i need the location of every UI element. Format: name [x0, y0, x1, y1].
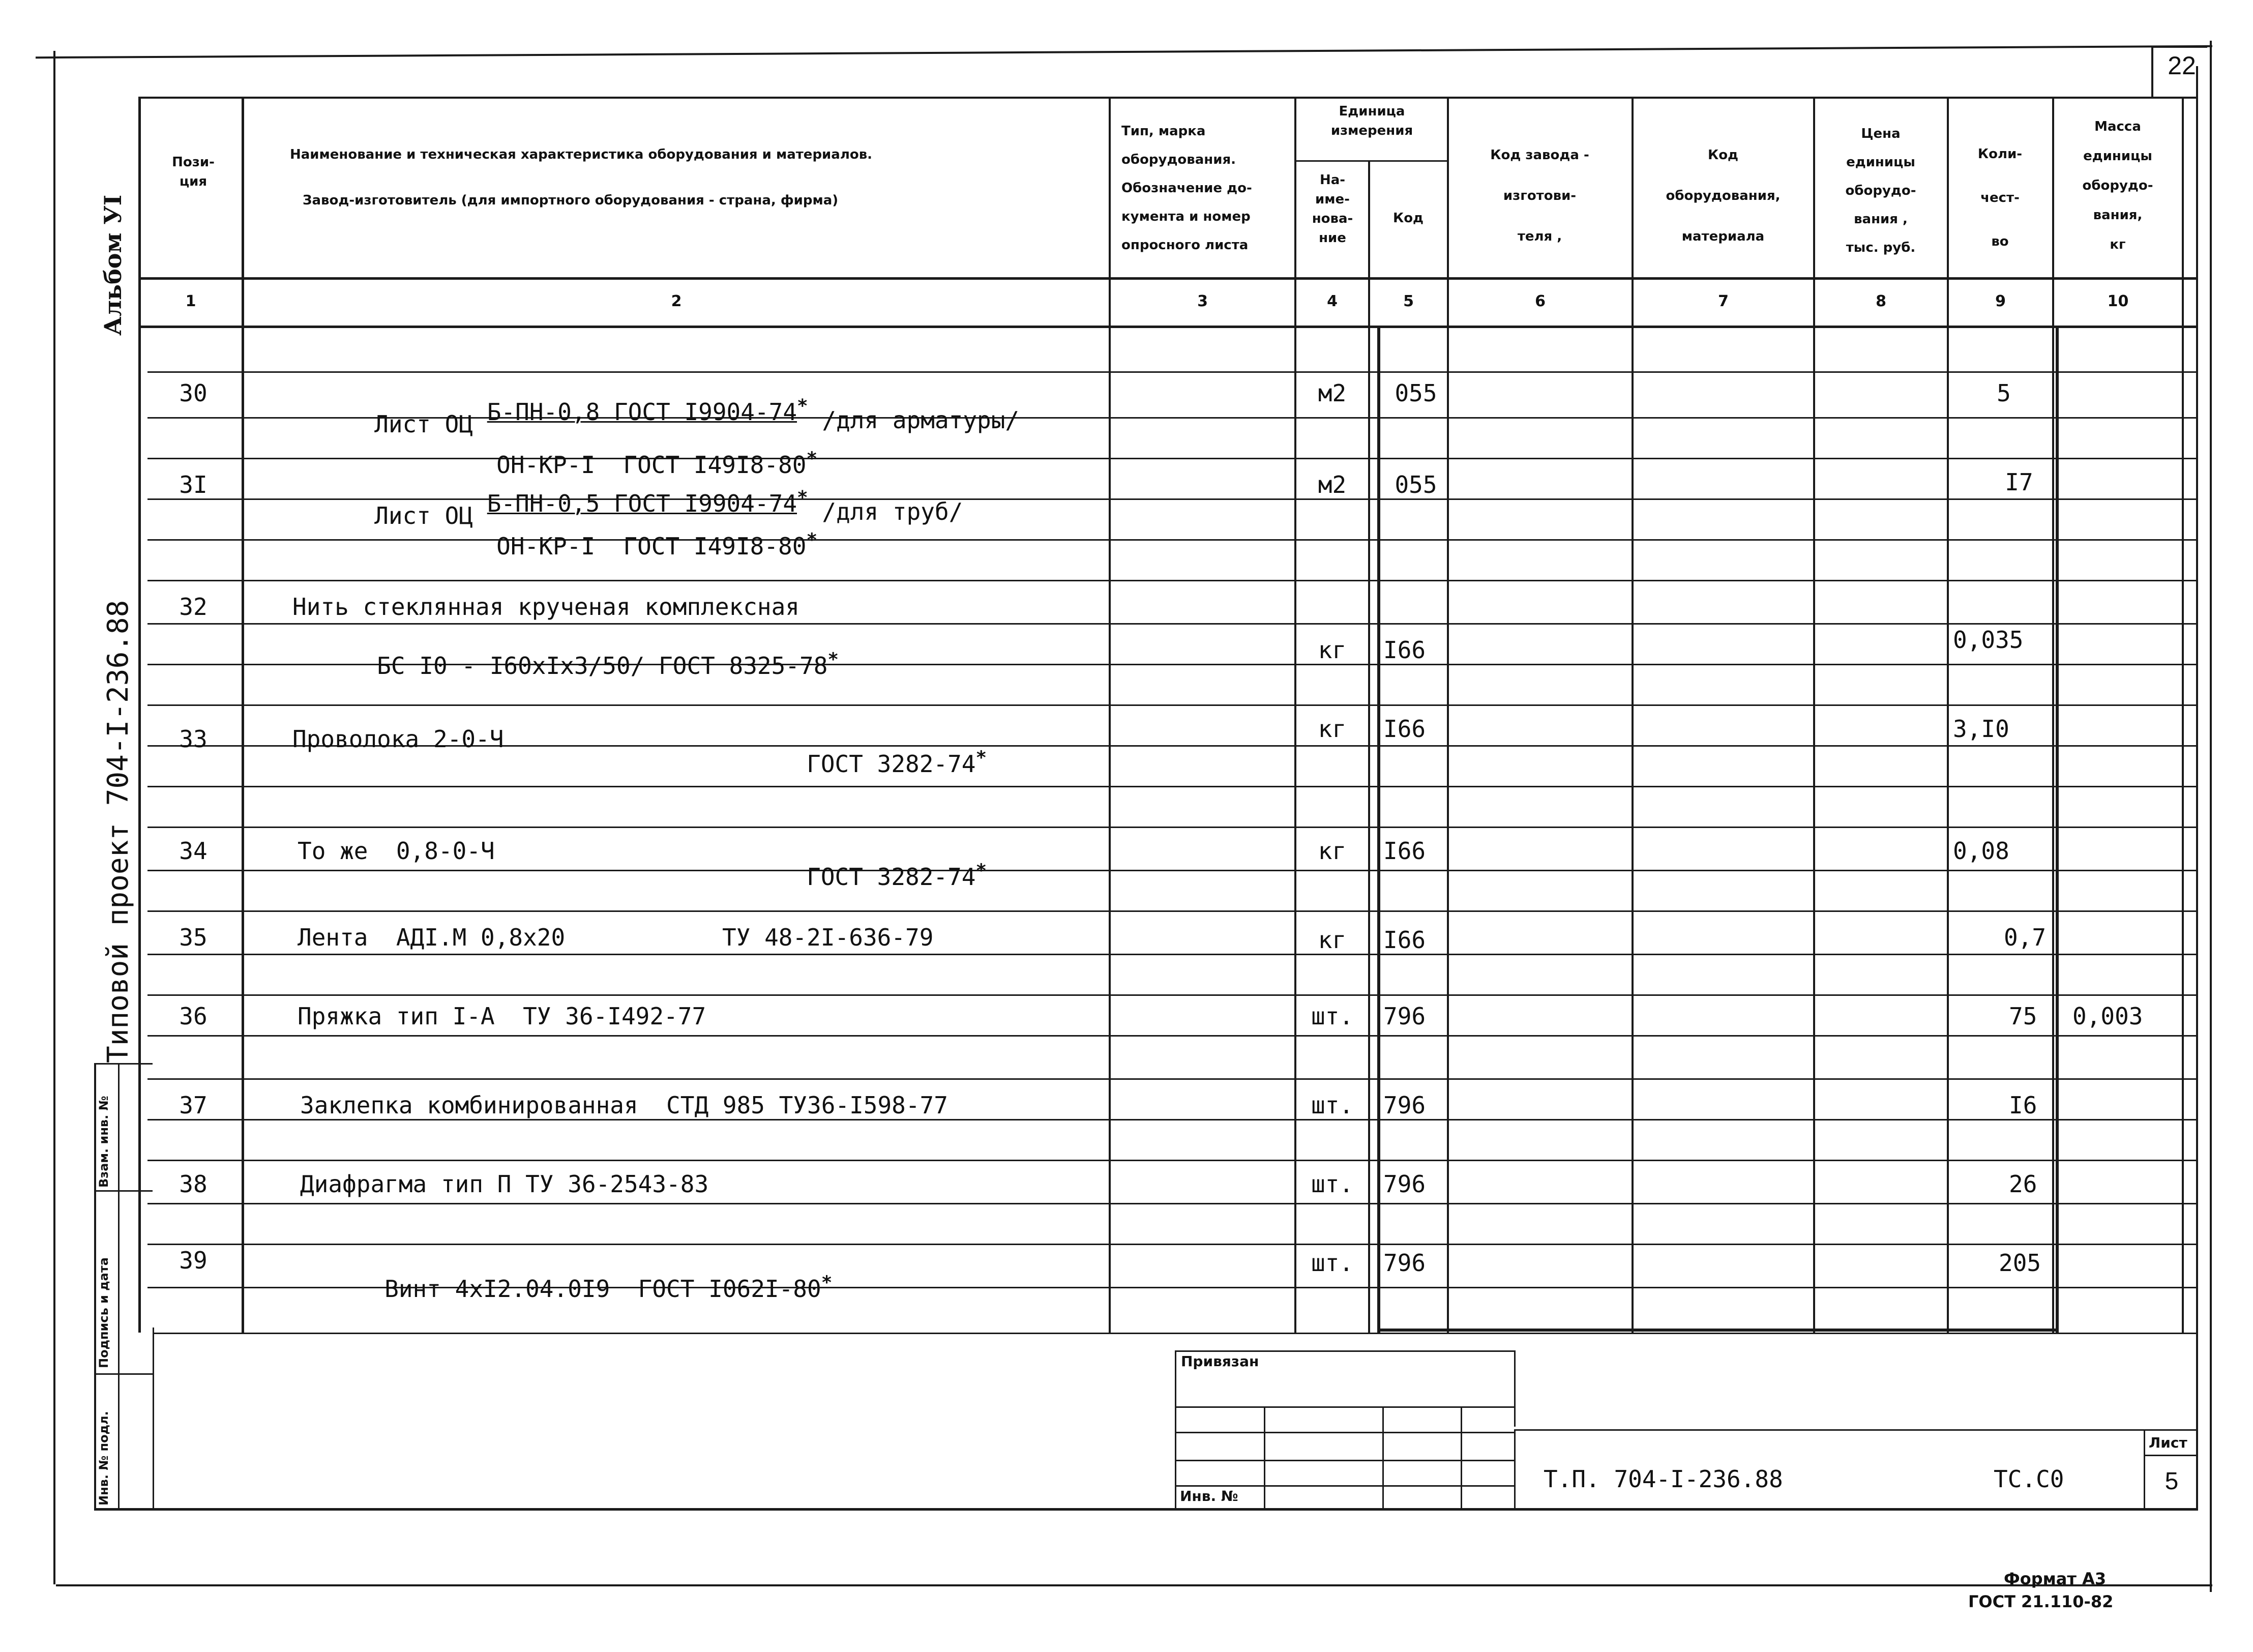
header-type-l4: кумента и номер — [1121, 209, 1251, 224]
row-quantity: 0,7 — [2004, 924, 2047, 951]
side-inv-vzam: Взам. инв. № — [97, 1096, 111, 1188]
header-unit-name-l1: На- — [1319, 172, 1346, 188]
row-quantity: 205 — [1999, 1249, 2041, 1277]
header-unit-l2: измерения — [1330, 123, 1413, 138]
row-name-part: Винт 4xI2.04.0I9 ГОСТ I062I-80 — [384, 1275, 821, 1303]
row-unit-code: 796 — [1383, 1002, 1426, 1030]
row-quantity: 0,08 — [1953, 837, 2009, 865]
row-name-part: ОН-КР-I ГОСТ I49I8-80 — [496, 533, 807, 560]
row-name: Диафрагма тип П ТУ 36-2543-83 — [300, 1170, 709, 1198]
header-quantity-l2: чест- — [1980, 190, 2020, 205]
col-number: 9 — [1995, 292, 2006, 310]
col-number: 2 — [671, 292, 682, 310]
col-number: 7 — [1718, 292, 1729, 310]
row-position: 39 — [179, 1247, 207, 1274]
star-mark: * — [821, 1272, 833, 1293]
row-position: 30 — [179, 379, 207, 407]
header-equip-code-l3: материала — [1681, 229, 1765, 244]
row-quantity: 3,I0 — [1953, 715, 2009, 743]
row-unit: шт. — [1311, 1092, 1354, 1119]
row-unit-code: 796 — [1383, 1170, 1426, 1198]
row-unit: м2 — [1318, 379, 1347, 407]
header-mass-l4: вания, — [2093, 208, 2143, 223]
page-number: 22 — [2168, 51, 2196, 80]
row-quantity: I7 — [2005, 468, 2033, 496]
row-unit: кг — [1318, 636, 1347, 664]
header-position-l2: ция — [179, 174, 207, 189]
row-name-part: Лист ОЦ — [374, 410, 487, 438]
header-position — [147, 153, 239, 191]
header-factory-code-l1: Код завода - — [1490, 148, 1589, 163]
row-gost — [722, 721, 987, 807]
header-mass — [2054, 112, 2182, 259]
row-position: 35 — [179, 924, 207, 951]
header-quantity-l3: во — [1991, 234, 2009, 249]
row-unit: кг — [1318, 837, 1347, 865]
row-name-part: Лист ОЦ — [374, 502, 487, 529]
header-quantity — [1948, 132, 2052, 263]
stamp-inv-no: Инв. № — [1180, 1488, 1238, 1504]
header-factory-code-l3: теля , — [1517, 229, 1562, 244]
row-name: Заклепка комбинированная СТД 985 ТУ36-I598-77 — [300, 1092, 948, 1119]
col-number: 6 — [1535, 292, 1546, 310]
stamp-doc-code: Т.П. 704-I-236.88 — [1544, 1465, 1783, 1493]
row-gost-text: ГОСТ 3282-74 — [807, 863, 976, 891]
row-quantity: 5 — [1997, 379, 2011, 407]
row-position: 37 — [179, 1092, 207, 1119]
row-unit: шт. — [1311, 1002, 1354, 1030]
side-inv-podl: Инв. № подл. — [97, 1411, 111, 1506]
row-unit: кг — [1318, 926, 1347, 954]
header-factory-code — [1449, 135, 1630, 257]
star-mark: * — [975, 860, 987, 881]
row-name: Лента АДI.М 0,8x20 — [298, 924, 566, 951]
header-type-l2: оборудования. — [1121, 152, 1236, 167]
header-mass-l1: Масса — [2094, 119, 2141, 134]
row-unit-code: 796 — [1383, 1092, 1426, 1119]
row-name: Проволока 2-0-Ч — [292, 725, 504, 753]
row-name-part: ОН-КР-I ГОСТ I49I8-80 — [496, 451, 807, 479]
side-album-label: Альбом УI — [99, 194, 127, 336]
row-gost-text: ГОСТ 3282-74 — [807, 750, 976, 778]
stamp-sheet-no: 5 — [2165, 1468, 2179, 1495]
row-position: 38 — [179, 1170, 207, 1198]
header-equip-code — [1634, 135, 1813, 257]
star-mark: * — [806, 529, 818, 551]
header-unit-code: Код — [1392, 211, 1424, 226]
row-unit: шт. — [1311, 1170, 1354, 1198]
row-unit-code: 055 — [1395, 379, 1437, 407]
header-unit — [1297, 102, 1447, 140]
row-position: 3I — [179, 471, 207, 498]
header-equip-code-l1: Код — [1707, 148, 1739, 163]
format-label: Формат А3 — [2004, 1569, 2107, 1588]
col-number: 3 — [1197, 292, 1208, 310]
header-type — [1121, 117, 1294, 259]
stamp-privyazan: Привязан — [1181, 1353, 1259, 1370]
row-name-underlined: Б-ПН-0,8 ГОСТ I9904-74 — [487, 398, 797, 426]
header-price-l2: единицы — [1846, 155, 1915, 170]
row-unit: кг — [1318, 715, 1347, 743]
row-unit-code: I66 — [1383, 715, 1426, 743]
row-quantity: 75 — [2009, 1002, 2037, 1030]
row-position: 34 — [179, 837, 207, 865]
row-unit-code: I66 — [1383, 926, 1426, 954]
format-gost: ГОСТ 21.110-82 — [1968, 1592, 2114, 1611]
row-unit-code: I66 — [1383, 837, 1426, 865]
header-type-l1: Тип, марка — [1121, 124, 1206, 139]
row-gost: ТУ 48-2I-636-79 — [722, 924, 934, 951]
star-mark: * — [797, 487, 808, 508]
row-name-part: /для арматуры/ — [808, 406, 1020, 434]
stamp-sheet-label: Лист — [2149, 1434, 2187, 1451]
col-number: 4 — [1327, 292, 1338, 310]
row-gost — [722, 834, 987, 920]
row-position: 33 — [179, 725, 207, 753]
header-price-l4: вания , — [1854, 212, 1908, 227]
header-mass-l2: единицы — [2083, 149, 2152, 164]
header-name-b: Завод-изготовитель (для импортного оборудования - страна, фирма) — [303, 193, 839, 208]
header-price-l1: Цена — [1861, 126, 1901, 141]
stamp-mark: ТС.С0 — [1994, 1465, 2064, 1493]
header-type-l5: опросного листа — [1121, 238, 1249, 253]
row-quantity: 26 — [2009, 1170, 2037, 1198]
row-unit: шт. — [1311, 1249, 1354, 1277]
header-price-l5: тыс. руб. — [1846, 240, 1916, 255]
header-price — [1815, 120, 1947, 262]
row-name-continued — [412, 504, 817, 589]
col-number: 8 — [1876, 292, 1886, 310]
row-unit-code: I66 — [1383, 636, 1426, 664]
row-mass: 0,003 — [2072, 1002, 2143, 1030]
star-mark: * — [797, 395, 808, 417]
header-unit-name-l2: име- — [1315, 192, 1350, 207]
col-number: 10 — [2107, 292, 2129, 310]
row-name-part: /для труб/ — [808, 498, 963, 525]
row-name-continued — [292, 623, 839, 709]
header-mass-l3: оборудо- — [2082, 178, 2153, 193]
header-unit-l1: Единица — [1339, 104, 1405, 119]
row-unit-code: 796 — [1383, 1249, 1426, 1277]
row-position: 32 — [179, 593, 207, 621]
side-project-label: Типовой проект 704-I-236.88 — [102, 600, 135, 1063]
header-type-l3: Обозначение до- — [1121, 181, 1252, 196]
header-equip-code-l2: оборудования, — [1666, 188, 1781, 203]
header-unit-name-l3: нова- — [1312, 211, 1353, 226]
row-quantity: 0,035 — [1953, 626, 2024, 654]
side-sign-date: Подпись и дата — [97, 1257, 111, 1368]
star-mark: * — [975, 747, 987, 769]
row-unit: м2 — [1318, 471, 1347, 498]
star-mark: * — [806, 448, 818, 469]
header-name-a: Наименование и техническая характеристика оборудования и материалов. — [290, 147, 873, 162]
row-unit-code: 055 — [1395, 471, 1437, 498]
row-position: 36 — [179, 1002, 207, 1030]
header-position-l1: Пози- — [172, 155, 215, 170]
row-name-part: БС I0 - I60xIx3/50/ ГОСТ 8325-78 — [377, 652, 828, 680]
header-quantity-l1: Коли- — [1977, 146, 2023, 162]
row-name-underlined: Б-ПН-0,5 ГОСТ I9904-74 — [487, 490, 797, 517]
col-number: 5 — [1403, 292, 1414, 310]
header-price-l3: оборудо- — [1845, 183, 1916, 198]
row-name: То же 0,8-0-Ч — [298, 837, 495, 865]
header-mass-l5: кг — [2110, 237, 2126, 252]
header-factory-code-l2: изготови- — [1503, 188, 1577, 203]
row-name: Пряжка тип I-А ТУ 36-I492-77 — [298, 1002, 706, 1030]
col-number: 1 — [185, 292, 196, 310]
row-name: Нить стеклянная крученая комплексная — [292, 593, 799, 621]
header-unit-name — [1297, 170, 1368, 248]
star-mark: * — [827, 649, 839, 670]
row-quantity: I6 — [2009, 1092, 2037, 1119]
header-unit-name-l4: ние — [1319, 230, 1346, 246]
row-name — [300, 1246, 832, 1332]
